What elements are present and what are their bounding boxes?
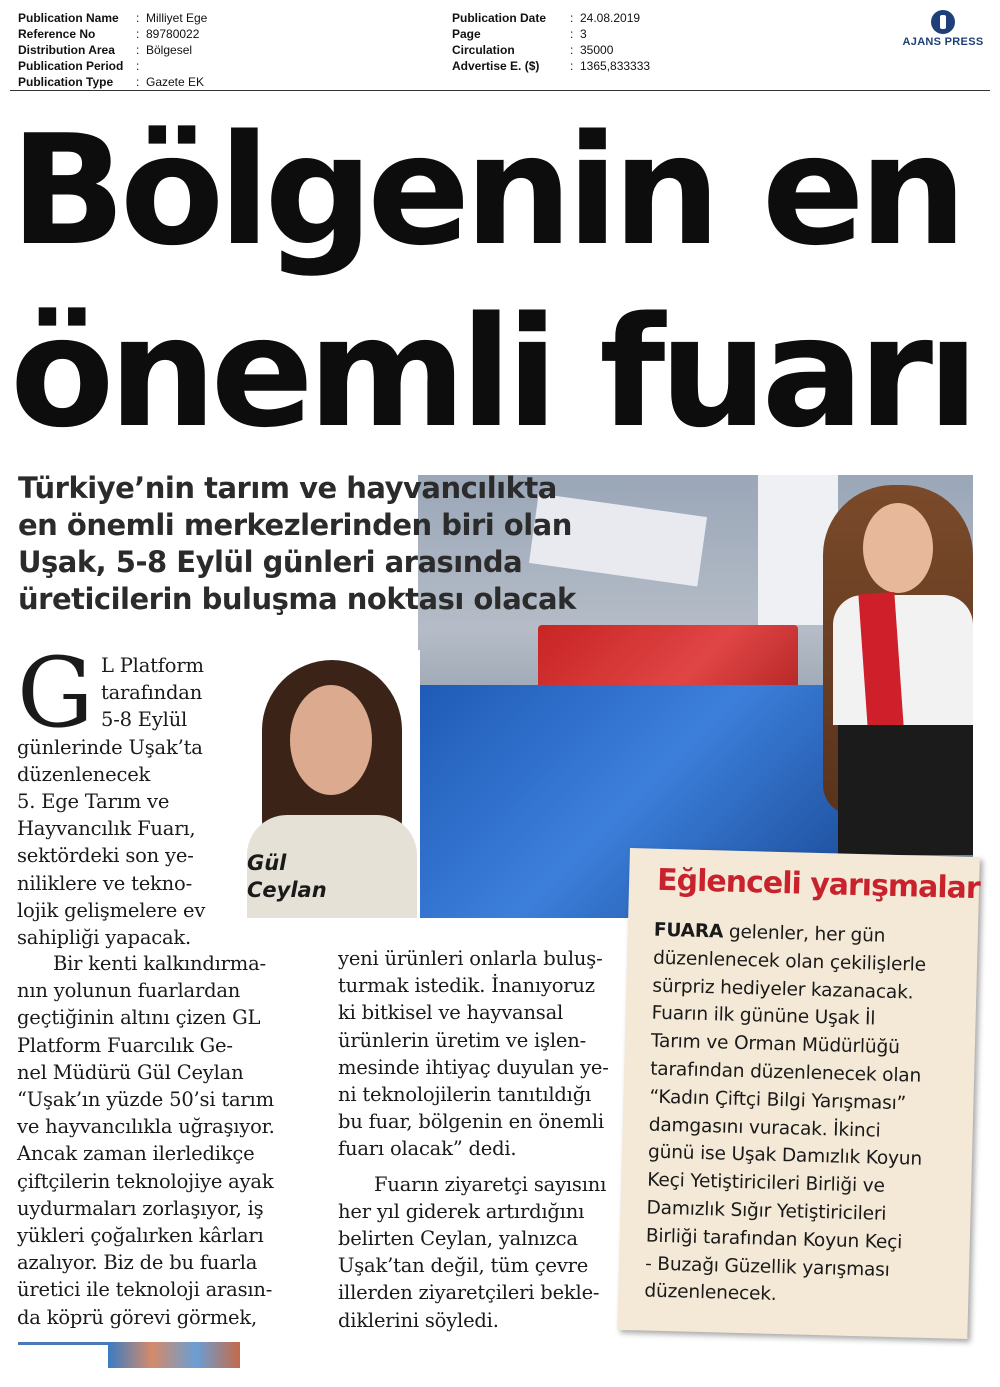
meta-separator: :	[136, 27, 140, 41]
sidebar-line: “Kadın Çiftçi Bilgi Yarışması”	[649, 1086, 907, 1115]
header-divider	[10, 90, 990, 91]
article-line: lojik gelişmelere ev	[17, 898, 206, 922]
article-line: yeni ürünleri onlarla buluş-	[338, 947, 603, 970]
portrait-photo	[237, 650, 420, 918]
sidebar-line: - Buzağı Güzellik yarışması	[644, 1253, 890, 1281]
subhead-line: en önemli merkezlerinden biri olan	[18, 508, 572, 542]
article-line: uydurmaları zorlaşıyor, iş	[17, 1196, 264, 1220]
sidebar-title: Eğlenceli yarışmalar	[656, 862, 981, 907]
article-line: Fuarın ziyaretçi sayısını	[374, 1172, 607, 1196]
meta-label: Publication Name	[18, 11, 119, 25]
meta-value: Bölgesel	[146, 43, 193, 57]
meta-label: Advertise E. ($)	[452, 59, 540, 73]
ajans-press-logo	[893, 10, 993, 48]
article-line: L Platform	[101, 654, 204, 677]
article-line: 5. Ege Tarım ve	[17, 790, 170, 814]
meta-row	[18, 58, 207, 74]
caption-first-name: Gül	[247, 851, 287, 875]
meta-label: Publication Period	[18, 59, 124, 73]
ajans-press-logo-icon	[931, 10, 955, 34]
meta-label: Page	[452, 27, 481, 41]
meta-row	[452, 26, 650, 42]
article-line: Uşak’tan değil, tüm çevre	[338, 1254, 589, 1278]
meta-row	[18, 10, 207, 26]
meta-separator: :	[570, 11, 574, 25]
article-line: sahipliği yapacak.	[17, 926, 192, 950]
meta-row	[18, 26, 207, 42]
headline-line-2: önemli fuarı	[10, 284, 974, 461]
portrait-face	[290, 685, 372, 795]
article-line: Ancak zaman ilerledikçe	[17, 1142, 255, 1166]
sidebar-body	[644, 917, 972, 1314]
meta-separator: :	[136, 43, 140, 57]
sidebar-lead: FUARA	[653, 919, 724, 943]
article-line: çiftçilerin teknolojiye ayak	[17, 1169, 274, 1193]
article-line: azalıyor. Biz de bu fuarla	[17, 1251, 258, 1275]
sidebar-line: Keçi Yetiştiricileri Birliği ve	[647, 1169, 885, 1197]
meta-separator: :	[136, 11, 140, 25]
sidebar-line: Tarım ve Orman Müdürlüğü	[650, 1030, 900, 1059]
article-line: ni teknolojilerin tanıtıldığı	[338, 1083, 592, 1107]
meta-value: 35000	[580, 43, 614, 57]
article-line: sektördeki son ye-	[17, 844, 194, 868]
sidebar-line: Birliği tarafından Koyun Keçi	[645, 1225, 903, 1254]
sidebar-line: düzenlenecek olan çekilişlerle	[652, 947, 927, 976]
meta-separator: :	[136, 75, 140, 89]
subheadline	[18, 470, 588, 618]
sidebar-box	[617, 848, 979, 1339]
photo-hostess-skirt	[838, 725, 973, 855]
article-line: günlerinde Uşak’ta	[17, 735, 203, 759]
article-column-1-bottom	[17, 950, 317, 1331]
article-column-2	[338, 945, 628, 1334]
article-line: her yıl giderek artırdığını	[338, 1199, 585, 1223]
meta-row	[452, 42, 650, 58]
meta-row	[452, 10, 650, 26]
meta-value: 3	[580, 27, 587, 41]
publication-meta-left	[18, 10, 207, 90]
article-line: 5-8 Eylül	[101, 708, 188, 732]
meta-separator: :	[570, 43, 574, 57]
article-line: ürünlerin üretim ve işlen-	[338, 1028, 586, 1052]
photo-hostess-face	[863, 503, 933, 593]
drop-cap: G	[17, 637, 94, 749]
sidebar-line: düzenlenecek.	[644, 1280, 777, 1306]
meta-row	[18, 42, 207, 58]
sidebar-line: damgasını vuracak. İkinci	[648, 1114, 881, 1142]
article-line: Bir kenti kalkındırma-	[53, 952, 266, 975]
meta-label: Reference No	[18, 27, 96, 41]
caption-last-name: Ceylan	[247, 878, 327, 902]
article-line: ki bitkisel ve hayvansal	[338, 1001, 564, 1025]
publication-meta-right	[452, 10, 650, 74]
article-line: yükleri çoğalırken kârları	[17, 1224, 264, 1248]
meta-separator: :	[570, 27, 574, 41]
sidebar-first-line-rest: gelenler, her gün	[722, 921, 886, 947]
article-column-1-top	[17, 652, 237, 951]
meta-label: Publication Type	[18, 75, 114, 89]
article-line: nel Müdürü Gül Ceylan	[17, 1060, 244, 1084]
article-line: düzenlenecek	[17, 762, 151, 786]
meta-row	[452, 58, 650, 74]
meta-label: Distribution Area	[18, 43, 115, 57]
paragraph-gap	[338, 1163, 628, 1171]
photo-hostess-shirt	[833, 595, 973, 725]
article-line: fuarı olacak” dedi.	[338, 1137, 517, 1161]
sidebar-line: günü ise Uşak Damızlık Koyun	[647, 1141, 923, 1171]
logo-text: AJANS PRESS	[902, 36, 984, 48]
article-line: belirten Ceylan, yalnızca	[338, 1227, 578, 1251]
meta-value: 1365,833333	[580, 59, 651, 73]
meta-row	[18, 74, 207, 90]
article-line: Hayvancılık Fuarı,	[17, 817, 196, 841]
sidebar-line: Fuarın ilk gününe Uşak İl	[651, 1003, 876, 1030]
article-line: mesinde ihtiyaç duyulan ye-	[338, 1055, 609, 1079]
article-line: da köprü görevi görmek,	[17, 1305, 257, 1329]
sidebar-line: tarafından düzenlenecek olan	[649, 1058, 922, 1087]
article-line: bu fuar, bölgenin en önemli	[338, 1110, 604, 1134]
headline-line-1: Bölgenin en	[10, 102, 962, 279]
footer-thumbnail	[108, 1342, 240, 1368]
portrait-caption	[247, 850, 327, 904]
article-line: ve hayvancılıkla uğraşıyor.	[17, 1115, 275, 1139]
subhead-line: Türkiye’nin tarım ve hayvancılıkta	[18, 471, 557, 505]
article-line: üretici ile teknoloji arasın-	[17, 1278, 273, 1302]
article-line: Platform Fuarcılık Ge-	[17, 1033, 233, 1057]
article-line: niliklere ve tekno-	[17, 871, 192, 895]
subhead-line: Uşak, 5-8 Eylül günleri arasında	[18, 545, 523, 579]
footer-rule	[18, 1342, 108, 1345]
headline	[10, 100, 990, 464]
meta-value: 89780022	[146, 27, 200, 41]
meta-separator: :	[570, 59, 574, 73]
article-line: diklerini söyledi.	[338, 1308, 499, 1332]
meta-label: Publication Date	[452, 11, 547, 25]
article-line: tarafından	[101, 681, 203, 705]
article-line: “Uşak’ın yüzde 50’si tarım	[17, 1088, 274, 1112]
article-line: nın yolunun fuarlardan	[17, 979, 241, 1003]
meta-separator: :	[136, 59, 140, 73]
article-line: geçtiğinin altını çizen GL	[17, 1006, 261, 1030]
article-line: turmak istedik. İnanıyoruz	[338, 974, 595, 998]
article-line: illerden ziyaretçileri bekle-	[338, 1281, 600, 1305]
meta-value: 24.08.2019	[580, 11, 641, 25]
subhead-line: üreticilerin buluşma noktası olacak	[18, 582, 576, 616]
meta-value: Gazete EK	[146, 75, 205, 89]
meta-value: Milliyet Ege	[146, 11, 208, 25]
sidebar-line: sürpriz hediyeler kazanacak.	[652, 975, 914, 1004]
sidebar-line: Damızlık Sığır Yetiştiricileri	[646, 1197, 887, 1225]
meta-label: Circulation	[452, 43, 515, 57]
